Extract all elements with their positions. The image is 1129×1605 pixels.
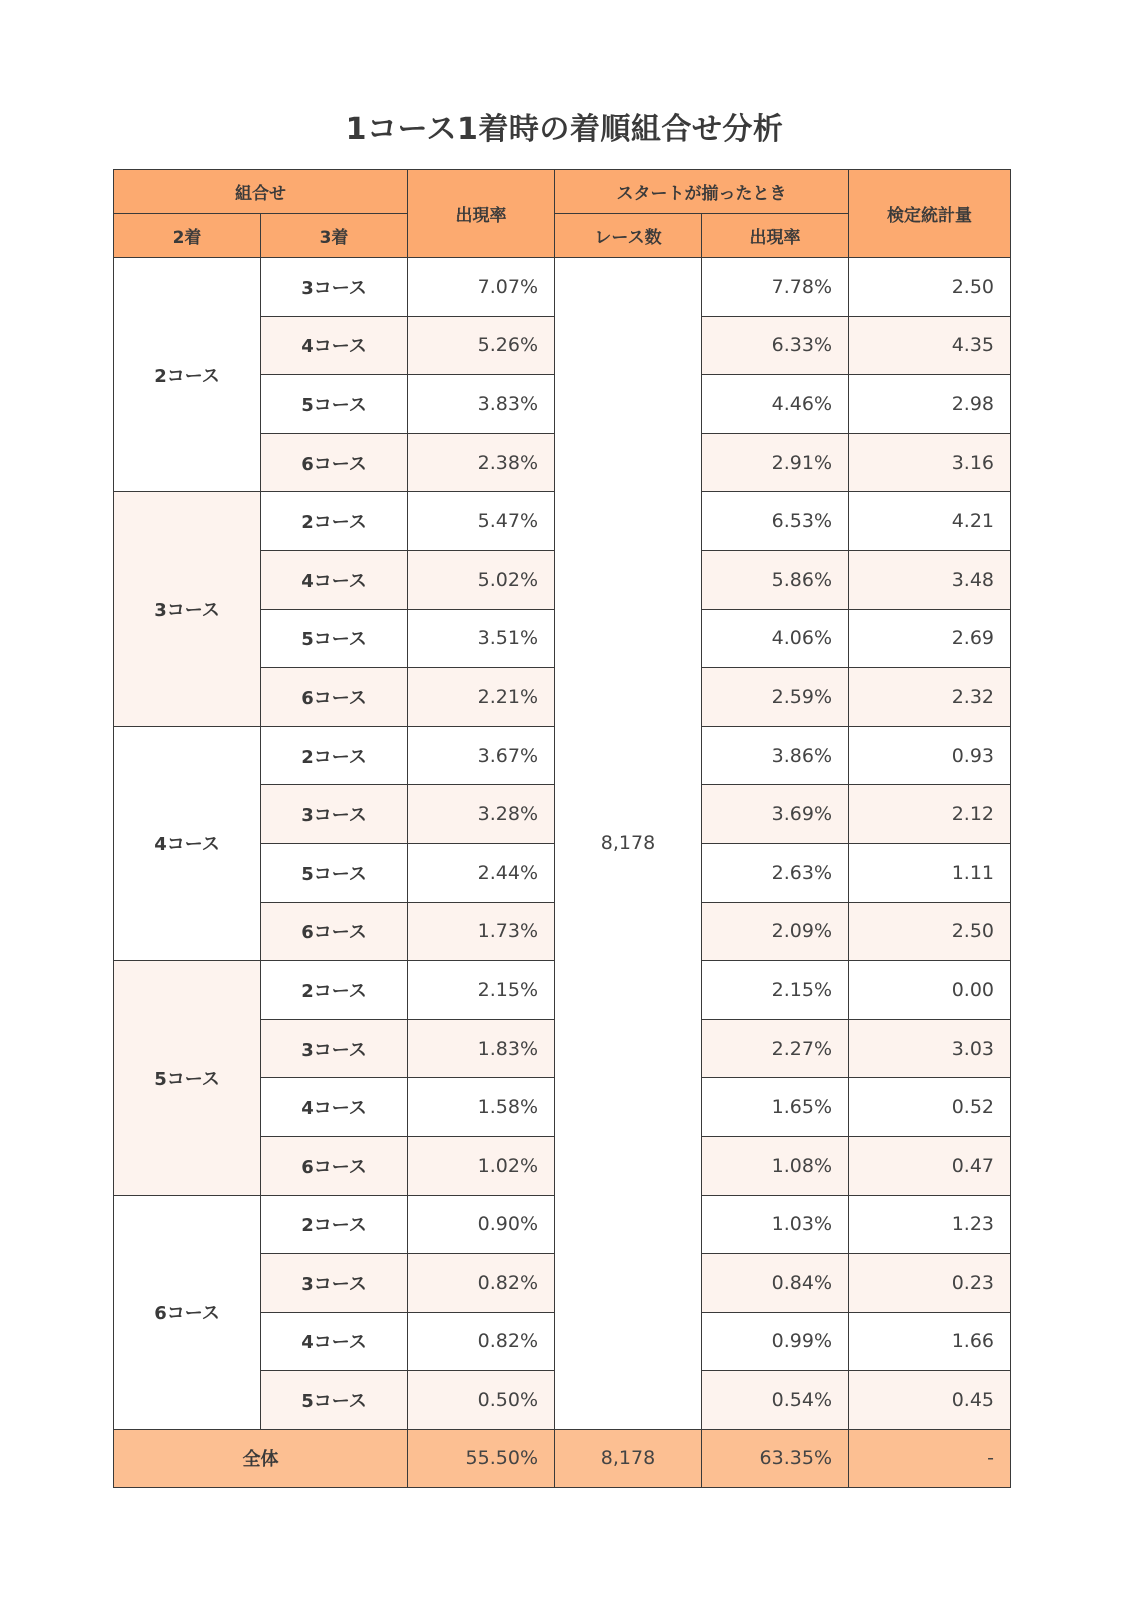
appear-rate-cell: 3.28% xyxy=(408,785,555,844)
third-place-cell: 5コース xyxy=(261,1371,408,1430)
stat-cell: 2.32 xyxy=(849,668,1011,727)
aligned-rate-cell: 0.54% xyxy=(702,1371,849,1430)
appear-rate-cell: 1.58% xyxy=(408,1078,555,1137)
appear-rate-cell: 2.44% xyxy=(408,843,555,902)
appear-rate-cell: 0.82% xyxy=(408,1312,555,1371)
total-stat: - xyxy=(849,1429,1011,1487)
appear-rate-cell: 2.38% xyxy=(408,433,555,492)
third-place-cell: 4コース xyxy=(261,550,408,609)
header-aligned: スタートが揃ったとき xyxy=(555,170,849,214)
stat-cell: 0.23 xyxy=(849,1254,1011,1313)
third-place-cell: 5コース xyxy=(261,843,408,902)
aligned-rate-cell: 4.46% xyxy=(702,375,849,434)
stat-cell: 3.16 xyxy=(849,433,1011,492)
third-place-cell: 2コース xyxy=(261,726,408,785)
appear-rate-cell: 0.82% xyxy=(408,1254,555,1313)
appear-rate-cell: 2.15% xyxy=(408,961,555,1020)
second-place-cell: 3コース xyxy=(114,492,261,726)
total-appear-rate: 55.50% xyxy=(408,1429,555,1487)
aligned-rate-cell: 3.86% xyxy=(702,726,849,785)
aligned-rate-cell: 1.03% xyxy=(702,1195,849,1254)
appear-rate-cell: 3.83% xyxy=(408,375,555,434)
appear-rate-cell: 5.47% xyxy=(408,492,555,551)
stat-cell: 0.47 xyxy=(849,1136,1011,1195)
aligned-rate-cell: 6.33% xyxy=(702,316,849,375)
total-label: 全体 xyxy=(114,1429,408,1487)
second-place-cell: 4コース xyxy=(114,726,261,960)
stat-cell: 2.98 xyxy=(849,375,1011,434)
third-place-cell: 3コース xyxy=(261,1254,408,1313)
aligned-rate-cell: 0.99% xyxy=(702,1312,849,1371)
appear-rate-cell: 5.26% xyxy=(408,316,555,375)
total-row xyxy=(114,1429,1011,1487)
aligned-rate-cell: 2.59% xyxy=(702,668,849,727)
total-races: 8,178 xyxy=(555,1429,702,1487)
stat-cell: 2.50 xyxy=(849,258,1011,317)
aligned-rate-cell: 2.63% xyxy=(702,843,849,902)
appear-rate-cell: 0.50% xyxy=(408,1371,555,1430)
third-place-cell: 2コース xyxy=(261,1195,408,1254)
aligned-rate-cell: 3.69% xyxy=(702,785,849,844)
races-cell: 8,178 xyxy=(555,258,702,1430)
stat-cell: 3.48 xyxy=(849,550,1011,609)
header-second: 2着 xyxy=(114,214,261,258)
header-stat: 検定統計量 xyxy=(849,170,1011,258)
header-third: 3着 xyxy=(261,214,408,258)
aligned-rate-cell: 2.09% xyxy=(702,902,849,961)
stat-cell: 0.00 xyxy=(849,961,1011,1020)
combination-table xyxy=(113,169,1011,1488)
stat-cell: 2.12 xyxy=(849,785,1011,844)
third-place-cell: 5コース xyxy=(261,375,408,434)
third-place-cell: 6コース xyxy=(261,433,408,492)
header-combo: 組合せ xyxy=(114,170,408,214)
third-place-cell: 6コース xyxy=(261,902,408,961)
appear-rate-cell: 3.51% xyxy=(408,609,555,668)
second-place-cell: 5コース xyxy=(114,961,261,1195)
third-place-cell: 4コース xyxy=(261,1078,408,1137)
stat-cell: 1.11 xyxy=(849,843,1011,902)
third-place-cell: 3コース xyxy=(261,258,408,317)
stat-cell: 1.23 xyxy=(849,1195,1011,1254)
page-title: 1コース1着時の着順組合せ分析 xyxy=(345,112,784,147)
third-place-cell: 2コース xyxy=(261,961,408,1020)
aligned-rate-cell: 2.15% xyxy=(702,961,849,1020)
aligned-rate-cell: 4.06% xyxy=(702,609,849,668)
aligned-rate-cell: 5.86% xyxy=(702,550,849,609)
appear-rate-cell: 7.07% xyxy=(408,258,555,317)
aligned-rate-cell: 6.53% xyxy=(702,492,849,551)
stat-cell: 4.35 xyxy=(849,316,1011,375)
stat-cell: 2.69 xyxy=(849,609,1011,668)
third-place-cell: 5コース xyxy=(261,609,408,668)
aligned-rate-cell: 7.78% xyxy=(702,258,849,317)
aligned-rate-cell: 2.27% xyxy=(702,1019,849,1078)
total-aligned-rate: 63.35% xyxy=(702,1429,849,1487)
appear-rate-cell: 1.02% xyxy=(408,1136,555,1195)
stat-cell: 2.50 xyxy=(849,902,1011,961)
appear-rate-cell: 3.67% xyxy=(408,726,555,785)
appear-rate-cell: 0.90% xyxy=(408,1195,555,1254)
table-row xyxy=(114,258,1011,317)
stat-cell: 1.66 xyxy=(849,1312,1011,1371)
third-place-cell: 3コース xyxy=(261,1019,408,1078)
header-aligned-rate: 出現率 xyxy=(702,214,849,258)
aligned-rate-cell: 0.84% xyxy=(702,1254,849,1313)
header-appear-rate: 出現率 xyxy=(408,170,555,258)
third-place-cell: 6コース xyxy=(261,668,408,727)
appear-rate-cell: 1.83% xyxy=(408,1019,555,1078)
stat-cell: 0.45 xyxy=(849,1371,1011,1430)
second-place-cell: 6コース xyxy=(114,1195,261,1429)
aligned-rate-cell: 1.08% xyxy=(702,1136,849,1195)
second-place-cell: 2コース xyxy=(114,258,261,492)
stat-cell: 0.93 xyxy=(849,726,1011,785)
aligned-rate-cell: 2.91% xyxy=(702,433,849,492)
third-place-cell: 4コース xyxy=(261,316,408,375)
appear-rate-cell: 2.21% xyxy=(408,668,555,727)
stat-cell: 4.21 xyxy=(849,492,1011,551)
stat-cell: 0.52 xyxy=(849,1078,1011,1137)
table-body xyxy=(114,258,1011,1488)
third-place-cell: 2コース xyxy=(261,492,408,551)
appear-rate-cell: 1.73% xyxy=(408,902,555,961)
stat-cell: 3.03 xyxy=(849,1019,1011,1078)
third-place-cell: 4コース xyxy=(261,1312,408,1371)
third-place-cell: 3コース xyxy=(261,785,408,844)
aligned-rate-cell: 1.65% xyxy=(702,1078,849,1137)
header-races: レース数 xyxy=(555,214,702,258)
appear-rate-cell: 5.02% xyxy=(408,550,555,609)
third-place-cell: 6コース xyxy=(261,1136,408,1195)
